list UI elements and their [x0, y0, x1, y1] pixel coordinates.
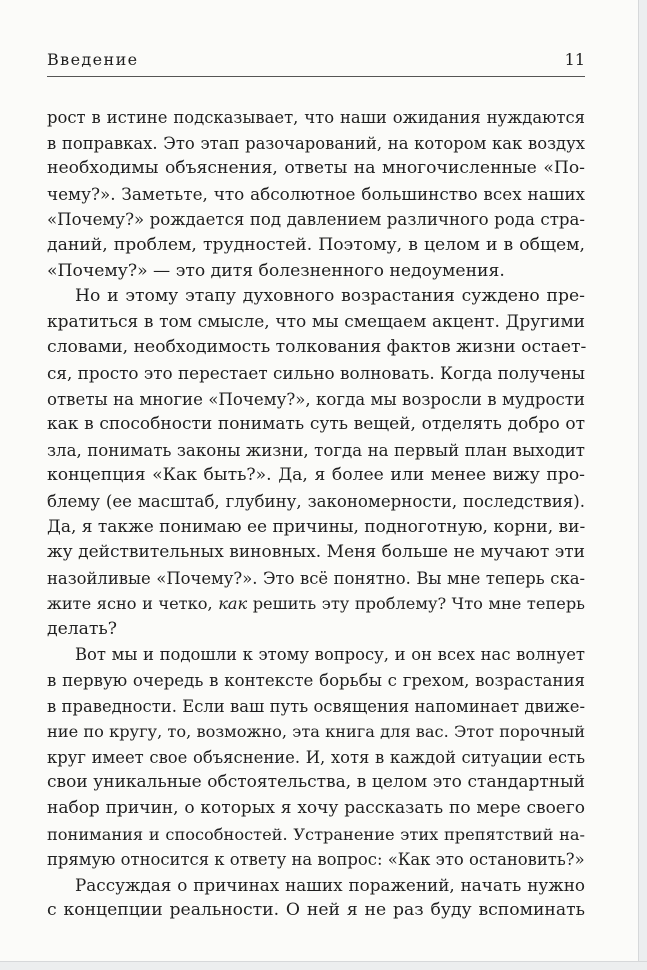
- text-line: Вот мы и подошли к этому вопросу, и он всех нас волнует: [75, 645, 585, 665]
- body-text: [47, 105, 585, 924]
- text-line: [47, 591, 585, 617]
- text-line: в поправках. Это этап разочарований, на котором как воздух: [47, 133, 585, 153]
- text-line: концепция «Как быть?». Да, я более или менее вижу про-: [47, 465, 585, 486]
- header-divider: [47, 76, 585, 77]
- text-line: Но и этому этапу духовного возрастания суждено пре-: [75, 286, 585, 307]
- text-line: «Почему?» — это дитя болезненного недоумения.: [47, 260, 505, 281]
- text-line: с концепции реальности. О ней я не раз буду вспоминать: [47, 900, 585, 921]
- text-line: даний, проблем, трудностей. Поэтому, в целом и в общем,: [47, 234, 585, 255]
- text-line: набор причин, о которых я хочу рассказать по мере своего: [47, 798, 585, 819]
- window-right-edge: [638, 0, 647, 970]
- text-line: ся, просто это перестает сильно волновать. Когда получены: [47, 362, 585, 383]
- text-line: ние по кругу, то, возможно, эта книга для вас. Этот порочный: [47, 722, 585, 742]
- text-line: в праведности. Если ваш путь освящения напоминает движе-: [47, 696, 585, 716]
- running-header: [47, 50, 585, 69]
- text-line: словами, необходимость толкования фактов жизни остает-: [47, 337, 587, 358]
- text-line: в первую очередь в контексте борьбы с грехом, возрастания: [47, 671, 585, 691]
- text-line: Рассуждая о причинах наших поражений, начать нужно: [75, 874, 585, 895]
- text-line: блему (ее масштаб, глубину, закономерности, последствия).: [47, 491, 585, 511]
- text-line: необходимы объяснения, ответы на многочисленные «По-: [47, 158, 585, 179]
- text-line: чему?». Заметьте, что абсолютное большинство всех наших: [47, 183, 585, 204]
- text-line: прямую относится к ответу на вопрос: «Как это остановить?»: [47, 850, 585, 870]
- text-line: понимания и способностей. Устранение этих препятствий на-: [47, 824, 585, 844]
- text-line: рост в истине подсказывает, что наши ожидания нуждаются: [47, 108, 585, 127]
- text-segment: жите ясно и четко,: [47, 594, 219, 614]
- text-line: жу действительных виновных. Меня больше не мучают эти: [47, 542, 585, 563]
- text-segment: решить эту проблему? Что мне теперь: [247, 594, 585, 614]
- text-line: круг имеет свое объяснение. И, хотя в каждой ситуации есть: [47, 747, 585, 767]
- text-line: ответы на многие «Почему?», когда мы возросли в мудрости: [47, 389, 585, 409]
- text-line: назойливые «Почему?». Это всё понятно. Вы мне теперь ска-: [47, 568, 585, 588]
- window-bottom-edge: [0, 961, 647, 970]
- italic-emphasis: как: [218, 594, 248, 614]
- text-line: Да, я также понимаю ее причины, подноготную, корни, ви-: [47, 516, 586, 537]
- text-line: «Почему?» рождается под давлением различного рода стра-: [47, 210, 585, 230]
- text-line: делать?: [47, 618, 118, 639]
- text-line: свои уникальные обстоятельства, в целом это стандартный: [47, 772, 585, 793]
- text-line: зла, понимать законы жизни, тогда на первый план выходит: [47, 440, 585, 460]
- text-line: как в способности понимать суть вещей, отделять добро от: [47, 414, 585, 435]
- section-title: Введение: [47, 50, 139, 69]
- text-line: кратиться в том смысле, что мы смещаем акцент. Другими: [47, 311, 585, 332]
- page-number: 11: [564, 50, 585, 69]
